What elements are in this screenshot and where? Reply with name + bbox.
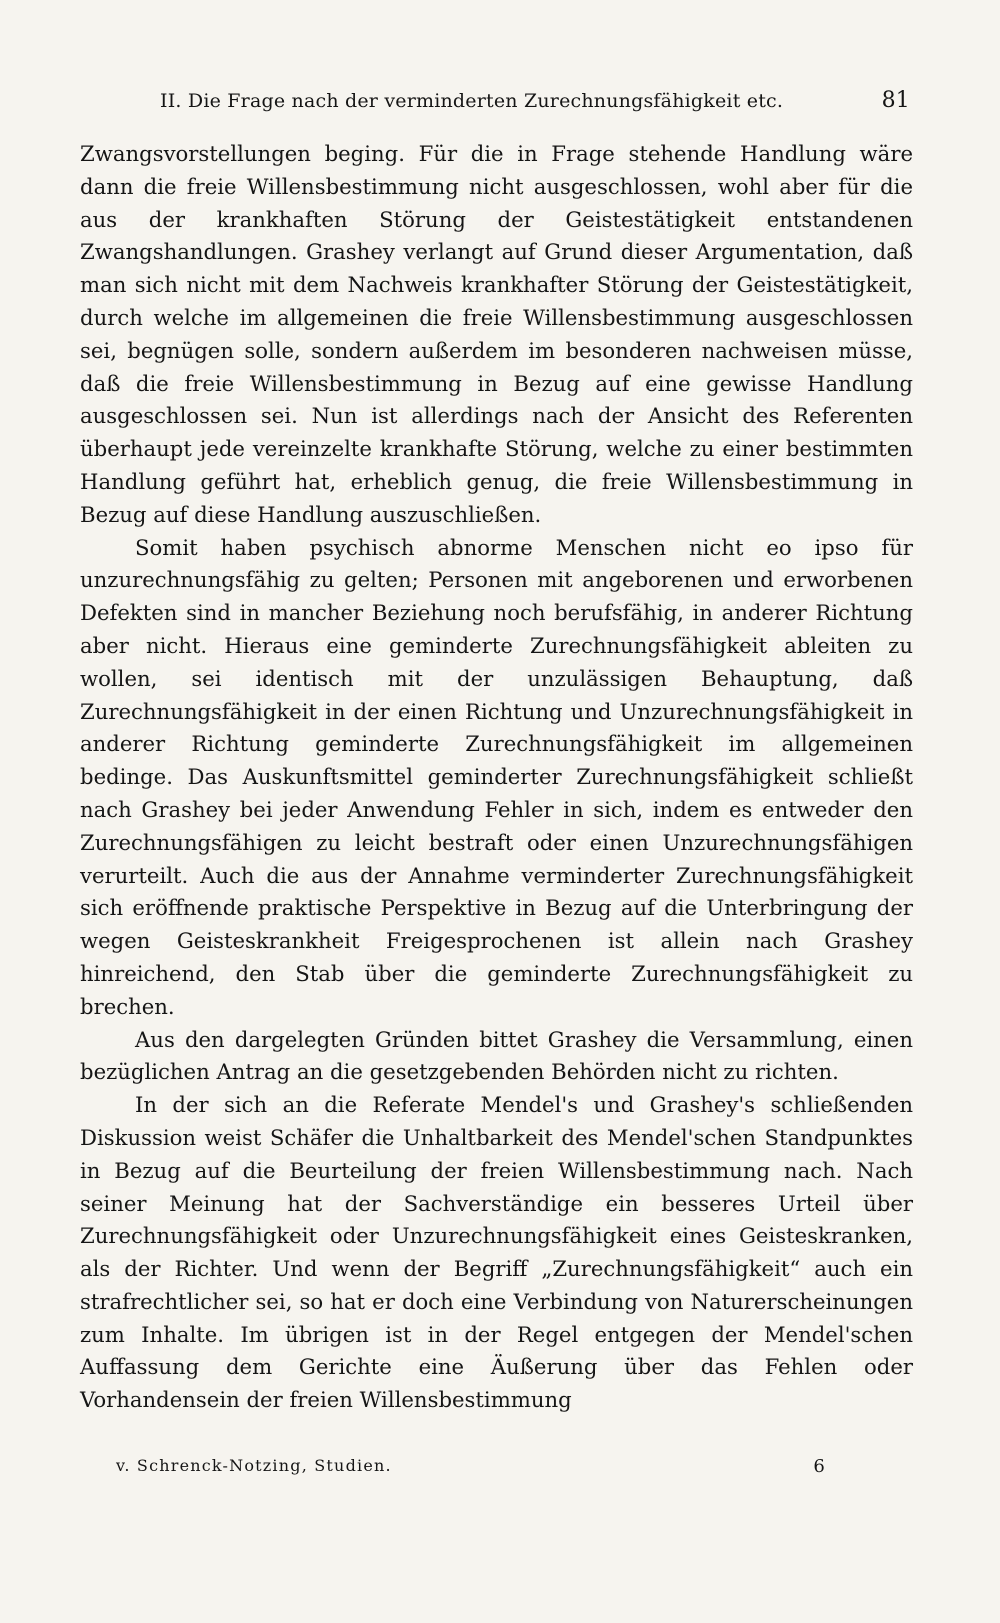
paragraph-1: Zwangsvorstellungen beging. Für die in Frage stehende Handlung wäre dann die freie Willensbestimmung nicht ausgeschlossen, wohl aber für die aus der krankhaften Störung der Geistestätigkeit entstandenen Zwangshandlungen. Grashey verlangt auf Grund dieser Argumentation, daß man sich nicht mit dem Nachweis krankhafter Störung der Geistestätigkeit, durch welche im allgemeinen die freie Willensbestimmung ausgeschlossen sei, begnügen solle, sondern außerdem im besonderen nachweisen müsse, daß die freie Willensbestimmung in Bezug auf eine gewisse Handlung ausgeschlossen sei. Nun ist allerdings nach der Ansicht des Referenten überhaupt jede vereinzelte krankhafte Störung, welche zu einer bestimmten Handlung geführt hat, erheblich genug, die freie Willensbestimmung in Bezug auf diese Handlung auszuschließen. xyxy=(80,141,913,527)
body-text xyxy=(80,138,913,1417)
page-number: 81 xyxy=(881,88,910,113)
page-footer xyxy=(116,1456,826,1484)
paragraph-2: Somit haben psychisch abnorme Menschen nicht eo ipso für unzurechnungsfähig zu gelten; Personen mit angeborenen und erworbenen Defekten sind in mancher Beziehung noch berufsfähig, in anderer Richtung aber nicht. Hieraus eine geminderte Zurechnungsfähigkeit ableiten zu wollen, sei identisch mit der unzulässigen Behauptung, daß Zurechnungsfähigkeit in der einen Richtung und Unzurechnungsfähigkeit in anderer Richtung geminderte Zurechnungsfähigkeit im allgemeinen bedinge. Das Auskunftsmittel geminderter Zurechnungsfähigkeit schließt nach Grashey bei jeder Anwendung Fehler in sich, indem es entweder den Zurechnungsfähigen zu leicht bestraft oder einen Unzurechnungsfähigen verurteilt. Auch die aus der Annahme verminderter Zurechnungsfähigkeit sich eröffnende praktische Perspektive in Bezug auf die Unterbringung der wegen Geisteskrankheit Freigesprochenen ist allein nach Grashey hinreichend, den Stab über die geminderte Zurechnungsfähigkeit zu brechen. xyxy=(80,534,913,1019)
signature-mark: 6 xyxy=(813,1456,826,1477)
chapter-title: II. Die Frage nach der verminderten Zurechnungsfähigkeit etc. xyxy=(160,90,784,112)
paragraph-4: In der sich an die Referate Mendel's und Grashey's schließenden Diskussion weist Schäfer die Unhaltbarkeit des Mendel'schen Standpunktes in Bezug auf die Beurteilung der freien Willensbestimmung nach. Nach seiner Meinung hat der Sachverständige ein besseres Urteil über Zurechnungsfähigkeit oder Unzurechnungsfähigkeit eines Geisteskranken, als der Richter. Und wenn der Begriff „Zurechnungsfähigkeit“ auch ein strafrechtlicher sei, so hat er doch eine Verbindung von Naturerscheinungen zum Inhalte. Im übrigen ist in der Regel entgegen der Mendel'schen Auffassung dem Gerichte eine Äußerung über das Fehlen oder Vorhandensein der freien Willensbestimmung xyxy=(80,1092,913,1413)
paragraph-3: Aus den dargelegten Gründen bittet Grashey die Versammlung, einen bezüglichen Antrag an die gesetzgebenden Behörden nicht zu richten. xyxy=(80,1026,913,1085)
footer-author: v. Schrenck-Notzing, Studien. xyxy=(116,1456,392,1475)
running-header xyxy=(160,90,910,124)
